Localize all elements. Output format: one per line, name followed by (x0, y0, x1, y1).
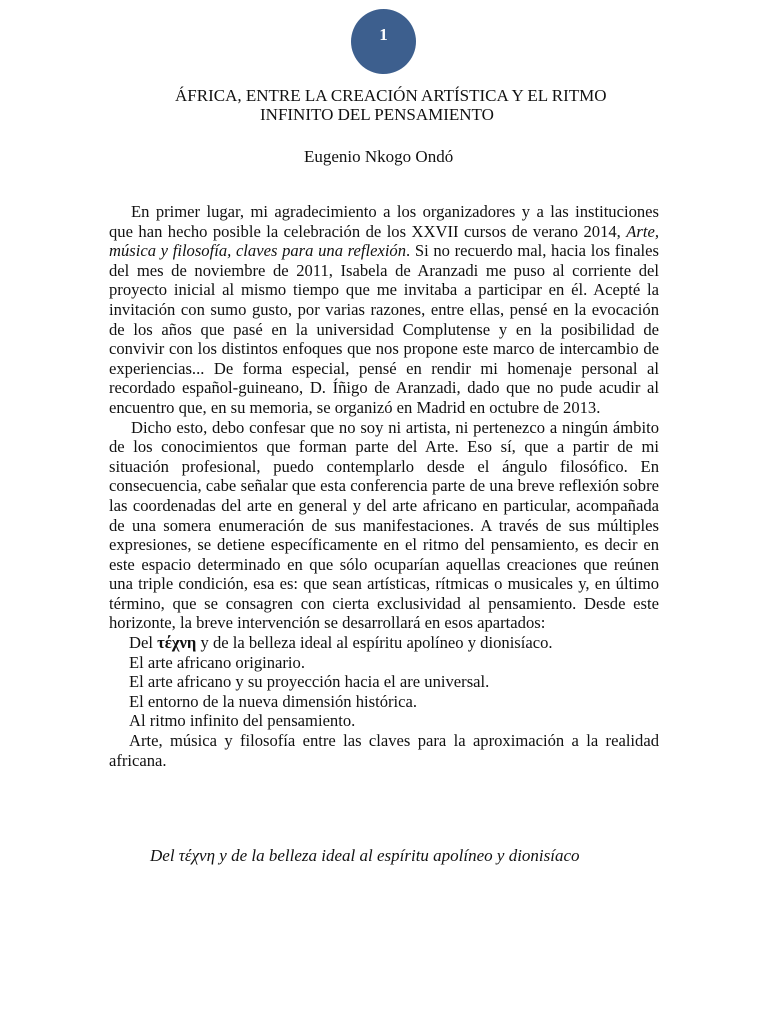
list-item-1-prefix: Del (129, 633, 158, 653)
paragraph-1-text-b: . Si no recuerdo mal, hacia los finales del mes de noviembre de 2011, Isabela de Aranzadi me puso al corriente del proyecto inicial al mismo tiempo que me invitaba a participar en él. Acepté la invitación con sumo gusto, por varias razones, entre ellas, pensé en la evocación de los años que pasé en la universidad Complutense y en la posibilidad de convivir con los distintos enfoques que nos propone este marco de intercambio de experiencias... De forma especial, pensé en rendir mi homenaje personal al recordado español-guineano, D. Íñigo de Aranzadi, dado que no pude acudir al encuentro que, en su memoria, se organizó en Madrid en octubre de 2013. (109, 241, 659, 417)
document-body (109, 202, 659, 770)
paragraph-1-text-a: En primer lugar, mi agradecimiento a los organizadores y a las instituciones que han hecho posible la celebración de los XXVII cursos de verano 2014, (109, 202, 659, 241)
greek-term: τέχνη (157, 633, 197, 653)
course-title-italic: Arte, música y filosofía, claves para una reflexión (109, 221, 659, 261)
section-subheading: Del τέχνη y de la belleza ideal al espíritu apolíneo y dionisíaco (150, 846, 580, 865)
author-name: Eugenio Nkogo Ondó (304, 147, 454, 166)
list-item: Arte, música y filosofía entre las claves para la aproximación a la realidad africana. (109, 731, 659, 770)
list-item: El arte africano originario. (129, 652, 305, 672)
title-line-1: ÁFRICA, ENTRE LA CREACIÓN ARTÍSTICA Y EL RITMO (175, 86, 607, 105)
page-number: 1 (379, 25, 388, 44)
title-line-2: INFINITO DEL PENSAMIENTO (260, 105, 494, 124)
page-number-badge (351, 9, 416, 74)
list-item: Al ritmo infinito del pensamiento. (129, 711, 356, 731)
list-item (109, 633, 659, 653)
paragraph-2: Dicho esto, debo confesar que no soy ni artista, ni pertenezco a ningún ámbito de los conocimientos que forman parte del Arte. Eso sí, que a partir de mi situación profesional, puedo contemplarlo desde el ángulo filosófico. En consecuencia, cabe señalar que esta conferencia parte de una breve reflexión sobre las coordenadas del arte en general y del arte africano en particular, acompañada de una somera enumeración de sus manifestaciones. A través de sus múltiples expresiones, se detiene específicamente en el ritmo del pensamiento, es decir en este espacio determinado en que sólo ocuparían aquellas creaciones que reúnen una triple condición, esa es: que sean artísticas, rítmicas o musicales y, en último término, que se consagren con cierta exclusividad al pensamiento. Desde este horizonte, la breve intervención se desarrollará en esos apartados: (109, 417, 659, 633)
list-item: El arte africano y su proyección hacia el are universal. (129, 672, 490, 692)
list-item: El entorno de la nueva dimensión histórica. (129, 691, 418, 711)
document-title (100, 86, 720, 124)
list-item-1-suffix: y de la belleza ideal al espíritu apolíneo y dionisíaco. (196, 633, 553, 653)
paragraph-1 (109, 202, 659, 418)
